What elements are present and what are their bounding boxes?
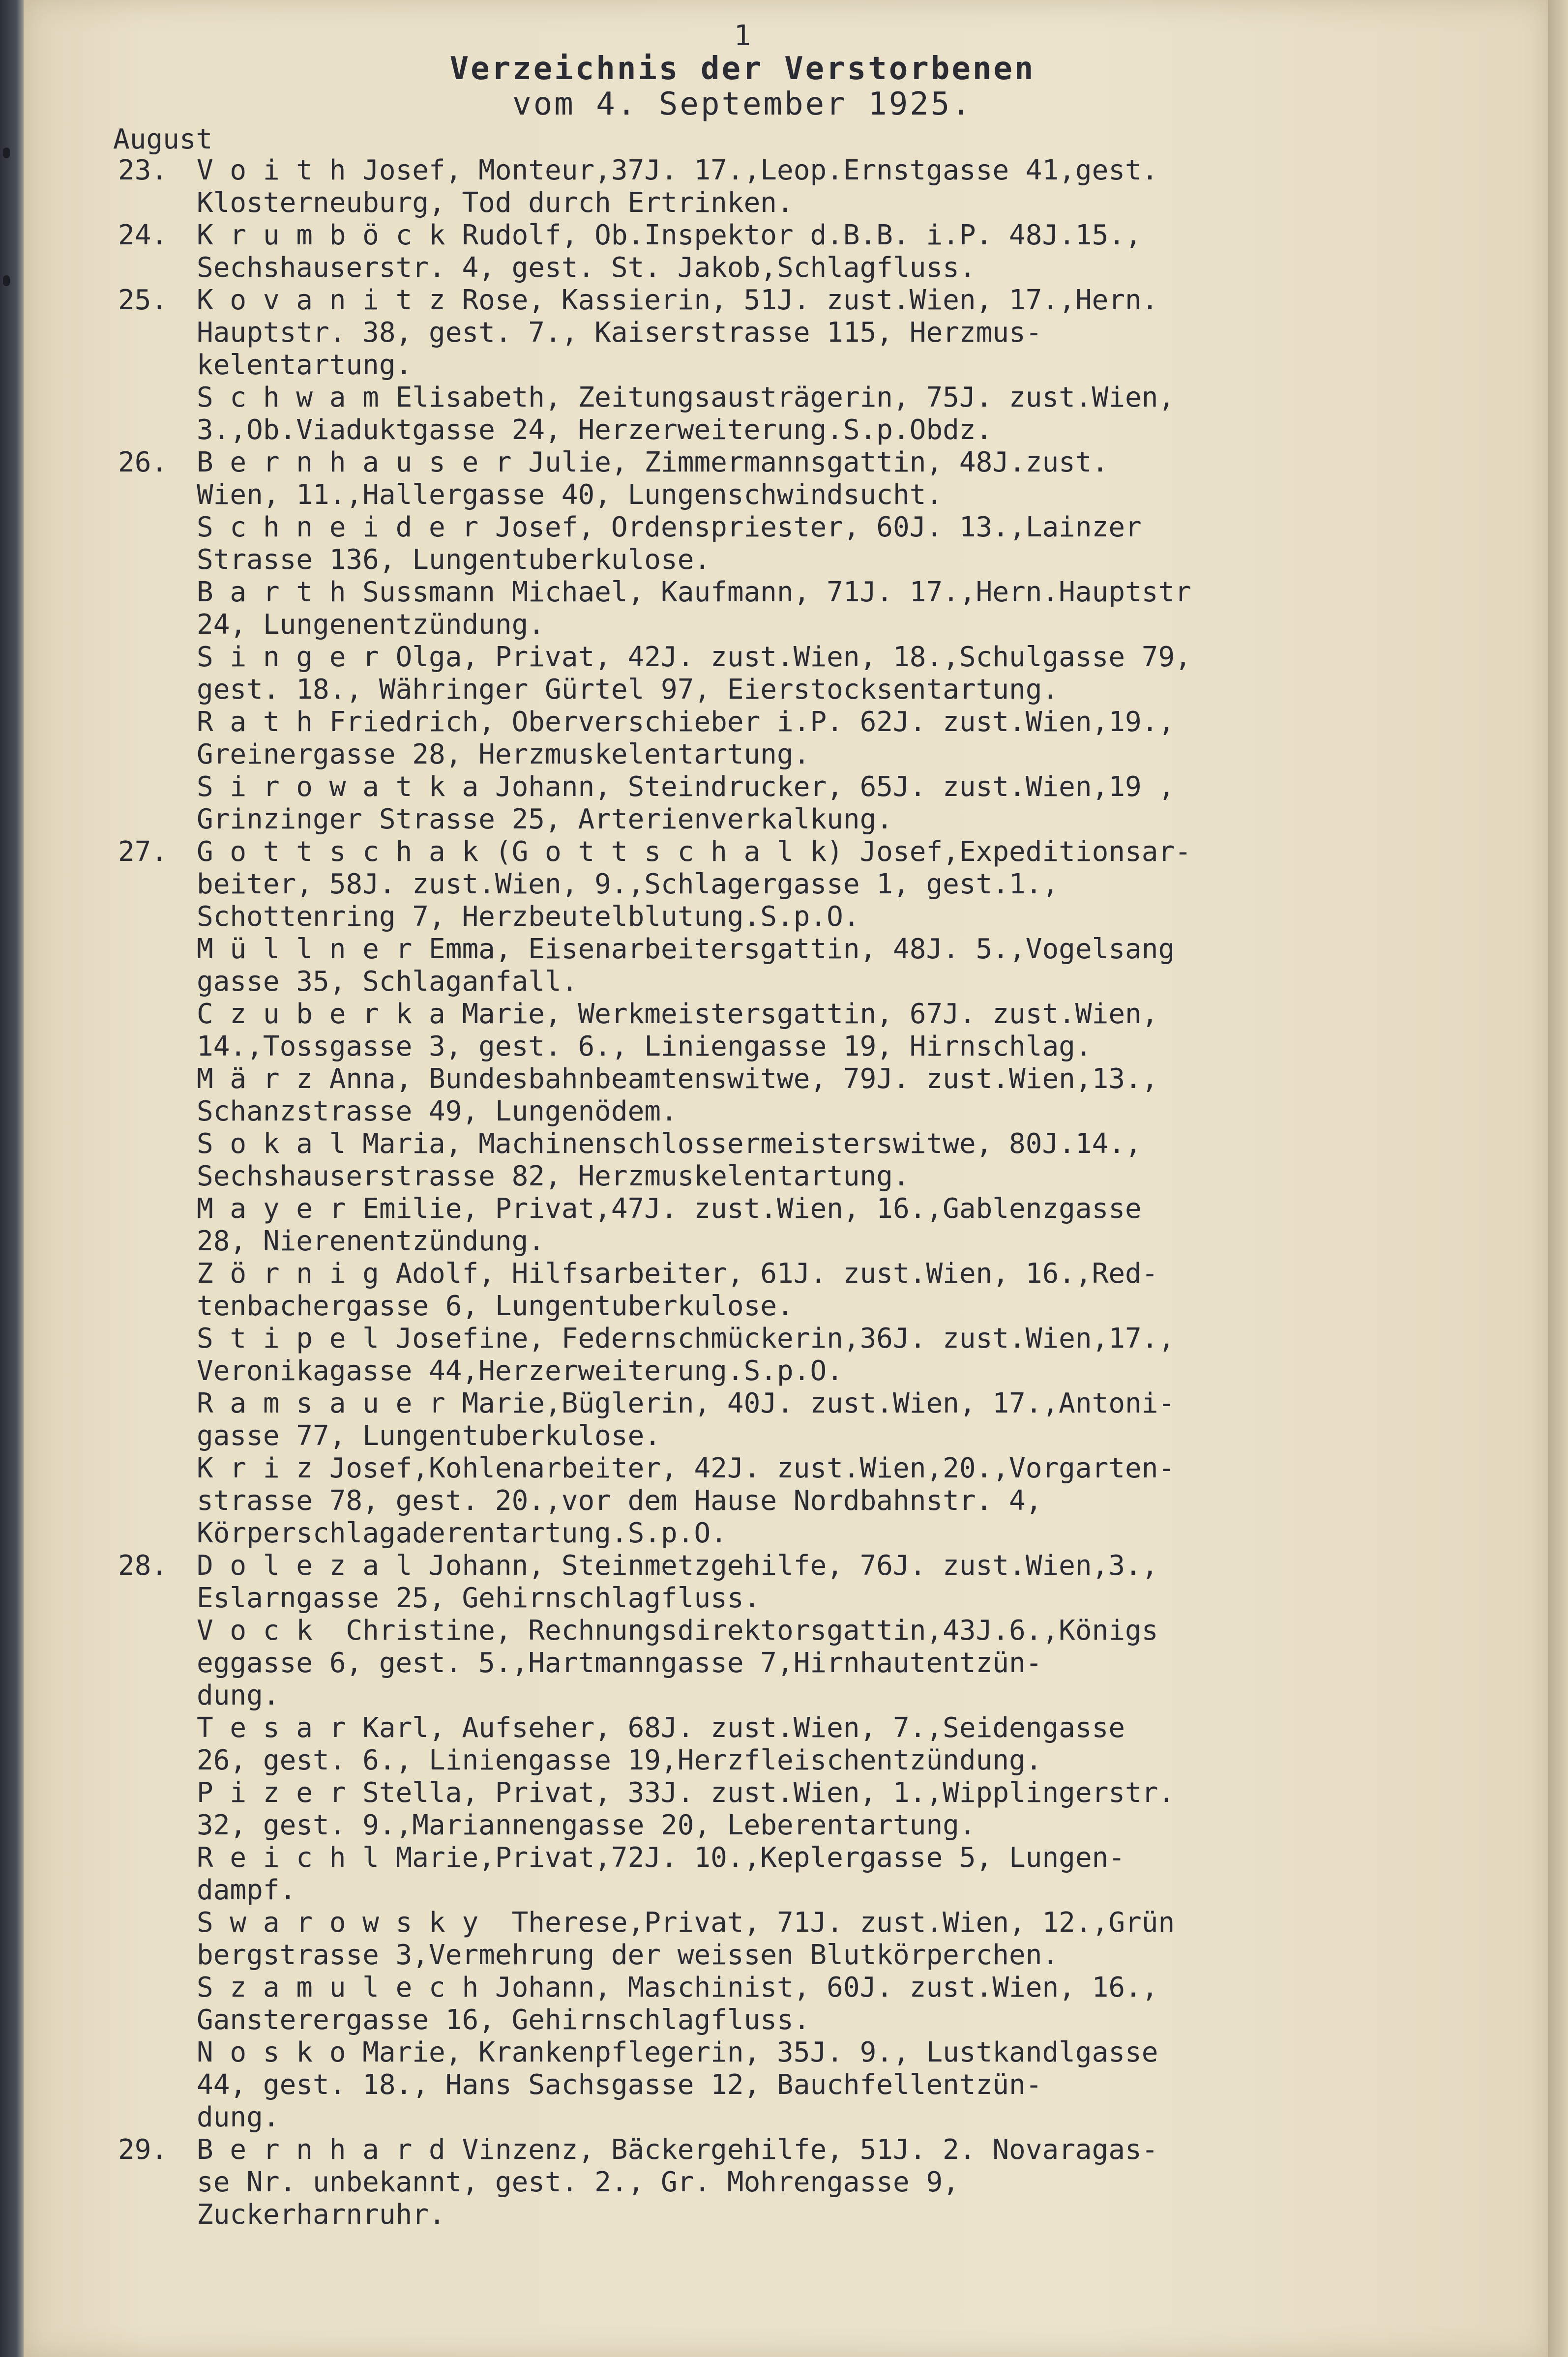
- entry-line: 3.,Ob.Viaduktgasse 24, Herzerweiterung.S.p.Obdz.: [197, 414, 993, 446]
- register-entry: [113, 1387, 1490, 1452]
- entry-line: G o t t s c h a k (G o t t s c h a l k) Josef,Expeditionsar-: [197, 836, 1191, 868]
- register-entry: [113, 2134, 1490, 2231]
- register-entry: [113, 1550, 1490, 1615]
- entry-line: Eslarngasse 25, Gehirnschlagfluss.: [197, 1582, 761, 1614]
- binding-rivet: [3, 147, 10, 158]
- entry-line: V o c k Christine, Rechnungsdirektorsgattin,43J.6.,Königs: [197, 1615, 1158, 1647]
- register-entry: [113, 1907, 1490, 1972]
- entry-line: Wien, 11.,Hallergasse 40, Lungenschwindsucht.: [197, 479, 943, 511]
- entry-line: D o l e z a l Johann, Steinmetzgehilfe, 76J. zust.Wien,3.,: [197, 1550, 1158, 1582]
- entry-line: gasse 35, Schlaganfall.: [197, 966, 578, 998]
- register-entry: [113, 576, 1490, 641]
- entry-line: dung.: [197, 1679, 280, 1711]
- register-entry: [113, 1615, 1490, 1712]
- entry-line: gest. 18., Währinger Gürtel 97, Eierstocksentartung.: [197, 674, 1059, 706]
- entry-line: Schanzstrasse 49, Lungenödem.: [197, 1095, 678, 1127]
- entry-line: 28, Nierenentzündung.: [197, 1225, 545, 1257]
- document-content: [113, 20, 1490, 2231]
- entry-line: S i r o w a t k a Johann, Steindrucker, 65J. zust.Wien,19 ,: [197, 771, 1175, 803]
- entry-line: S z a m u l e c h Johann, Maschinist, 60J. zust.Wien, 16.,: [197, 1972, 1158, 2003]
- entry-line: M ü l l n e r Emma, Eisenarbeitersgattin, 48J. 5.,Vogelsang: [197, 933, 1175, 965]
- entry-line: S o k a l Maria, Machinenschlossermeisterswitwe, 80J.14.,: [197, 1128, 1142, 1160]
- entry-line: S t i p e l Josefine, Federnschmückerin,36J. zust.Wien,17.,: [197, 1323, 1175, 1355]
- register-entry: [113, 1193, 1490, 1258]
- entry-line: S c h n e i d e r Josef, Ordenspriester, 60J. 13.,Lainzer: [197, 511, 1142, 543]
- register-entry: [113, 771, 1490, 836]
- register-entry: [113, 1128, 1490, 1193]
- register-entry: [113, 1712, 1490, 1777]
- register-entry: [113, 836, 1490, 933]
- entry-day: 25.: [118, 284, 168, 316]
- entry-line: dung.: [197, 2101, 280, 2133]
- register-entry: [113, 933, 1490, 998]
- entry-day: 23.: [118, 154, 168, 186]
- register-entry: [113, 1842, 1490, 1907]
- entry-line: B a r t h Sussmann Michael, Kaufmann, 71J. 17.,Hern.Hauptstr: [197, 576, 1191, 608]
- register-entry: [113, 511, 1490, 576]
- register-entry: [113, 1452, 1490, 1550]
- register-entry: [113, 154, 1490, 219]
- document-date: vom 4. September 1925.: [512, 86, 973, 122]
- entry-day: 29.: [118, 2134, 168, 2166]
- entry-day: 28.: [118, 1550, 168, 1582]
- entry-line: K o v a n i t z Rose, Kassierin, 51J. zust.Wien, 17.,Hern.: [197, 284, 1158, 316]
- register-entry: [113, 706, 1490, 771]
- register-entry: [113, 1972, 1490, 2036]
- entry-line: eggasse 6, gest. 5.,Hartmanngasse 7,Hirnhautentzün-: [197, 1647, 1042, 1679]
- entry-day: 24.: [118, 219, 168, 251]
- entry-line: B e r n h a r d Vinzenz, Bäckergehilfe, 51J. 2. Novaragas-: [197, 2134, 1158, 2166]
- entry-line: Hauptstr. 38, gest. 7., Kaiserstrasse 115, Herzmus-: [197, 317, 1042, 349]
- entry-line: Grinzinger Strasse 25, Arterienverkalkung.: [197, 803, 893, 835]
- register-entry: [113, 1063, 1490, 1128]
- register-entry: [113, 382, 1490, 446]
- entry-line: C z u b e r k a Marie, Werkmeistersgattin, 67J. zust.Wien,: [197, 998, 1158, 1030]
- entry-line: kelentartung.: [197, 349, 413, 381]
- entry-line: strasse 78, gest. 20.,vor dem Hause Nordbahnstr. 4,: [197, 1485, 1042, 1517]
- next-page-edge: [1548, 0, 1568, 2357]
- entry-line: Körperschlagaderentartung.S.p.O.: [197, 1517, 727, 1549]
- entry-line: K r u m b ö c k Rudolf, Ob.Inspektor d.B.B. i.P. 48J.15.,: [197, 219, 1142, 251]
- entry-line: 26, gest. 6., Liniengasse 19,Herzfleischentzündung.: [197, 1744, 1042, 1776]
- entry-day: 26.: [118, 446, 168, 478]
- entry-line: Gansterergasse 16, Gehirnschlagfluss.: [197, 2004, 810, 2036]
- entry-line: 24, Lungenentzündung.: [197, 609, 545, 641]
- entry-line: Zuckerharnruhr.: [197, 2199, 445, 2231]
- entry-line: se Nr. unbekannt, gest. 2., Gr. Mohrengasse 9,: [197, 2166, 959, 2198]
- entry-line: V o i t h Josef, Monteur,37J. 17.,Leop.Ernstgasse 41,gest.: [197, 154, 1158, 186]
- entry-line: R a m s a u e r Marie,Büglerin, 40J. zust.Wien, 17.,Antoni-: [197, 1387, 1175, 1419]
- month-label: August: [113, 123, 213, 155]
- entry-line: gasse 77, Lungentuberkulose.: [197, 1420, 661, 1452]
- register-entry: [113, 219, 1490, 284]
- entry-line: P i z e r Stella, Privat, 33J. zust.Wien, 1.,Wipplingerstr.: [197, 1777, 1175, 1809]
- entry-line: N o s k o Marie, Krankenpflegerin, 35J. 9., Lustkandlgasse: [197, 2036, 1158, 2068]
- binding-rivet: [3, 275, 10, 286]
- entry-line: Schottenring 7, Herzbeutelblutung.S.p.O.: [197, 901, 860, 933]
- register-entry: [113, 641, 1490, 706]
- register-entry: [113, 1258, 1490, 1323]
- entry-line: 44, gest. 18., Hans Sachsgasse 12, Bauchfellentzün-: [197, 2069, 1042, 2101]
- entry-day: 27.: [118, 836, 168, 868]
- entry-line: Sechshauserstrasse 82, Herzmuskelentartung.: [197, 1160, 910, 1192]
- entry-line: M ä r z Anna, Bundesbahnbeamtenswitwe, 79J. zust.Wien,13.,: [197, 1063, 1158, 1095]
- register-entry: [113, 1323, 1490, 1387]
- document-title: Verzeichnis der Verstorbenen: [449, 51, 1035, 87]
- entry-line: Veronikagasse 44,Herzerweiterung.S.p.O.: [197, 1355, 843, 1387]
- entry-line: 14.,Tossgasse 3, gest. 6., Liniengasse 19, Hirnschlag.: [197, 1031, 1092, 1062]
- entry-line: Greinergasse 28, Herzmuskelentartung.: [197, 738, 810, 770]
- entry-line: bergstrasse 3,Vermehrung der weissen Blutkörperchen.: [197, 1939, 1059, 1971]
- entry-line: T e s a r Karl, Aufseher, 68J. zust.Wien, 7.,Seidengasse: [197, 1712, 1125, 1744]
- entry-line: B e r n h a u s e r Julie, Zimmermannsgattin, 48J.zust.: [197, 446, 1109, 478]
- entry-line: S i n g e r Olga, Privat, 42J. zust.Wien, 18.,Schulgasse 79,: [197, 641, 1191, 673]
- death-register-list: [113, 154, 1490, 2231]
- register-entry: [113, 2036, 1490, 2134]
- register-entry: [113, 284, 1490, 382]
- entry-line: tenbachergasse 6, Lungentuberkulose.: [197, 1290, 794, 1322]
- entry-line: Klosterneuburg, Tod durch Ertrinken.: [197, 187, 794, 219]
- entry-line: M a y e r Emilie, Privat,47J. zust.Wien, 16.,Gablenzgasse: [197, 1193, 1142, 1225]
- entry-line: S c h w a m Elisabeth, Zeitungsausträgerin, 75J. zust.Wien,: [197, 382, 1175, 413]
- entry-line: K r i z Josef,Kohlenarbeiter, 42J. zust.Wien,20.,Vorgarten-: [197, 1452, 1175, 1484]
- register-entry: [113, 998, 1490, 1063]
- entry-line: Z ö r n i g Adolf, Hilfsarbeiter, 61J. zust.Wien, 16.,Red-: [197, 1258, 1158, 1290]
- entry-line: Strasse 136, Lungentuberkulose.: [197, 544, 711, 576]
- entry-line: R a t h Friedrich, Oberverschieber i.P. 62J. zust.Wien,19.,: [197, 706, 1175, 738]
- entry-line: dampf.: [197, 1874, 296, 1906]
- entry-line: S w a r o w s k y Therese,Privat, 71J. zust.Wien, 12.,Grün: [197, 1907, 1175, 1939]
- entry-line: R e i c h l Marie,Privat,72J. 10.,Keplergasse 5, Lungen-: [197, 1842, 1125, 1874]
- page-number: 1: [734, 19, 751, 52]
- entry-line: Sechshauserstr. 4, gest. St. Jakob,Schlagfluss.: [197, 252, 976, 284]
- register-entry: [113, 1777, 1490, 1842]
- book-binding: [0, 0, 24, 2357]
- entry-line: beiter, 58J. zust.Wien, 9.,Schlagergasse 1, gest.1.,: [197, 868, 1059, 900]
- entry-line: 32, gest. 9.,Mariannengasse 20, Leberentartung.: [197, 1809, 976, 1841]
- register-entry: [113, 446, 1490, 511]
